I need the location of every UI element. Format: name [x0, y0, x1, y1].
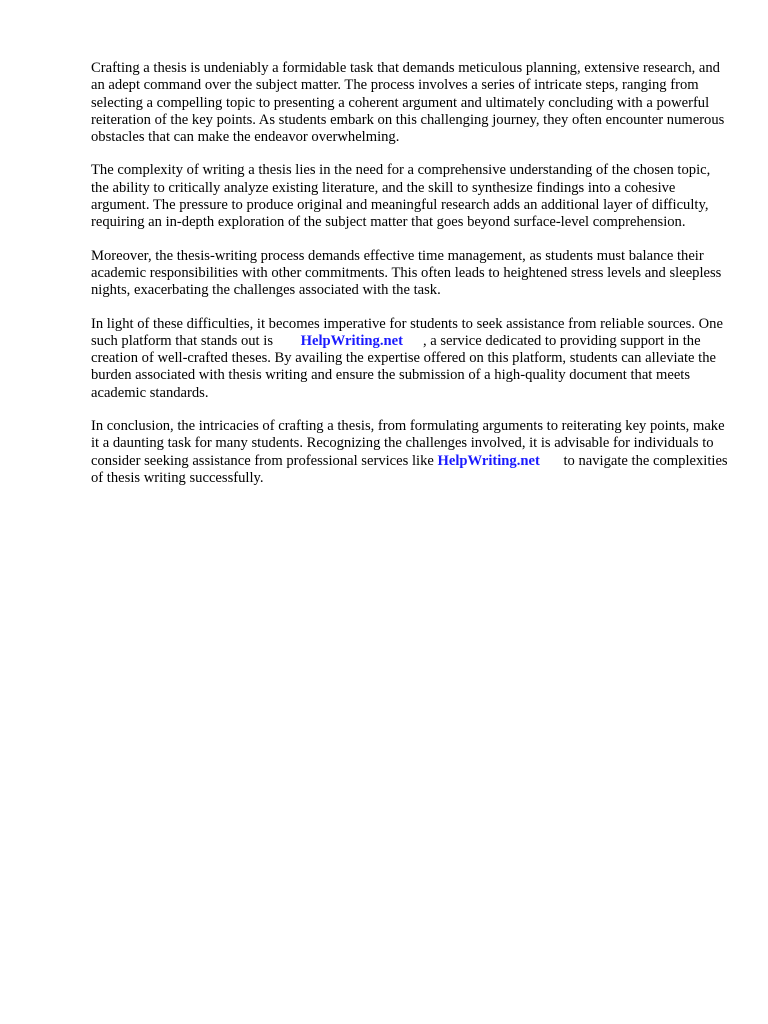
paragraph-assistance-text-after: , a service dedicated to providing support in the creation of well-crafted theses. By availing the expertise offered on this platform, students can alleviate the burden associated with thesis writing and ensure the submission of a high-quality document that meets academic standards. — [91, 332, 717, 401]
paragraph-assistance-text-before: In light of these difficulties, it becomes imperative for students to seek assistance from reliable sources. One such platform that stands out is — [91, 315, 723, 349]
document-page — [91, 60, 731, 503]
paragraph-assistance — [91, 316, 731, 402]
paragraph-intro: Crafting a thesis is undeniably a formidable task that demands meticulous planning, extensive research, and an adept command over the subject matter. The process involves a series of intricate steps, ranging from selecting a compelling topic to presenting a coherent argument and ultimately concluding with a powerful reiteration of the key points. As students embark on this challenging journey, they often encounter numerous obstacles that can make the endeavor overwhelming. — [91, 60, 725, 146]
paragraph-time-management: Moreover, the thesis-writing process demands effective time management, as students must balance their academic responsibilities with other commitments. This often leads to heightened stress levels and sleepless nights, exacerbating the challenges associated with the task. — [91, 247, 722, 299]
paragraph-conclusion-text-before: In conclusion, the intricacies of crafting a thesis, from formulating arguments to reiterating key points, make it a daunting task for many students. Recognizing the challenges involved, it is advisable for individuals to consider seeking assistance from professional services like — [91, 418, 725, 469]
helpwriting-link[interactable]: HelpWriting.net — [300, 332, 403, 349]
paragraph-conclusion-text-after: to navigate the complexities of thesis writing successfully. — [91, 452, 728, 486]
paragraph-conclusion — [91, 418, 731, 487]
paragraph-complexity: The complexity of writing a thesis lies in the need for a comprehensive understanding of the chosen topic, the ability to critically analyze existing literature, and the skill to synthesize findings into a cohesive argument. The pressure to produce original and meaningful research adds an additional layer of difficulty, requiring an in-depth exploration of the subject matter that goes beyond surface-level comprehension. — [91, 162, 711, 231]
helpwriting-link-conclusion[interactable]: HelpWriting.net — [437, 452, 540, 469]
